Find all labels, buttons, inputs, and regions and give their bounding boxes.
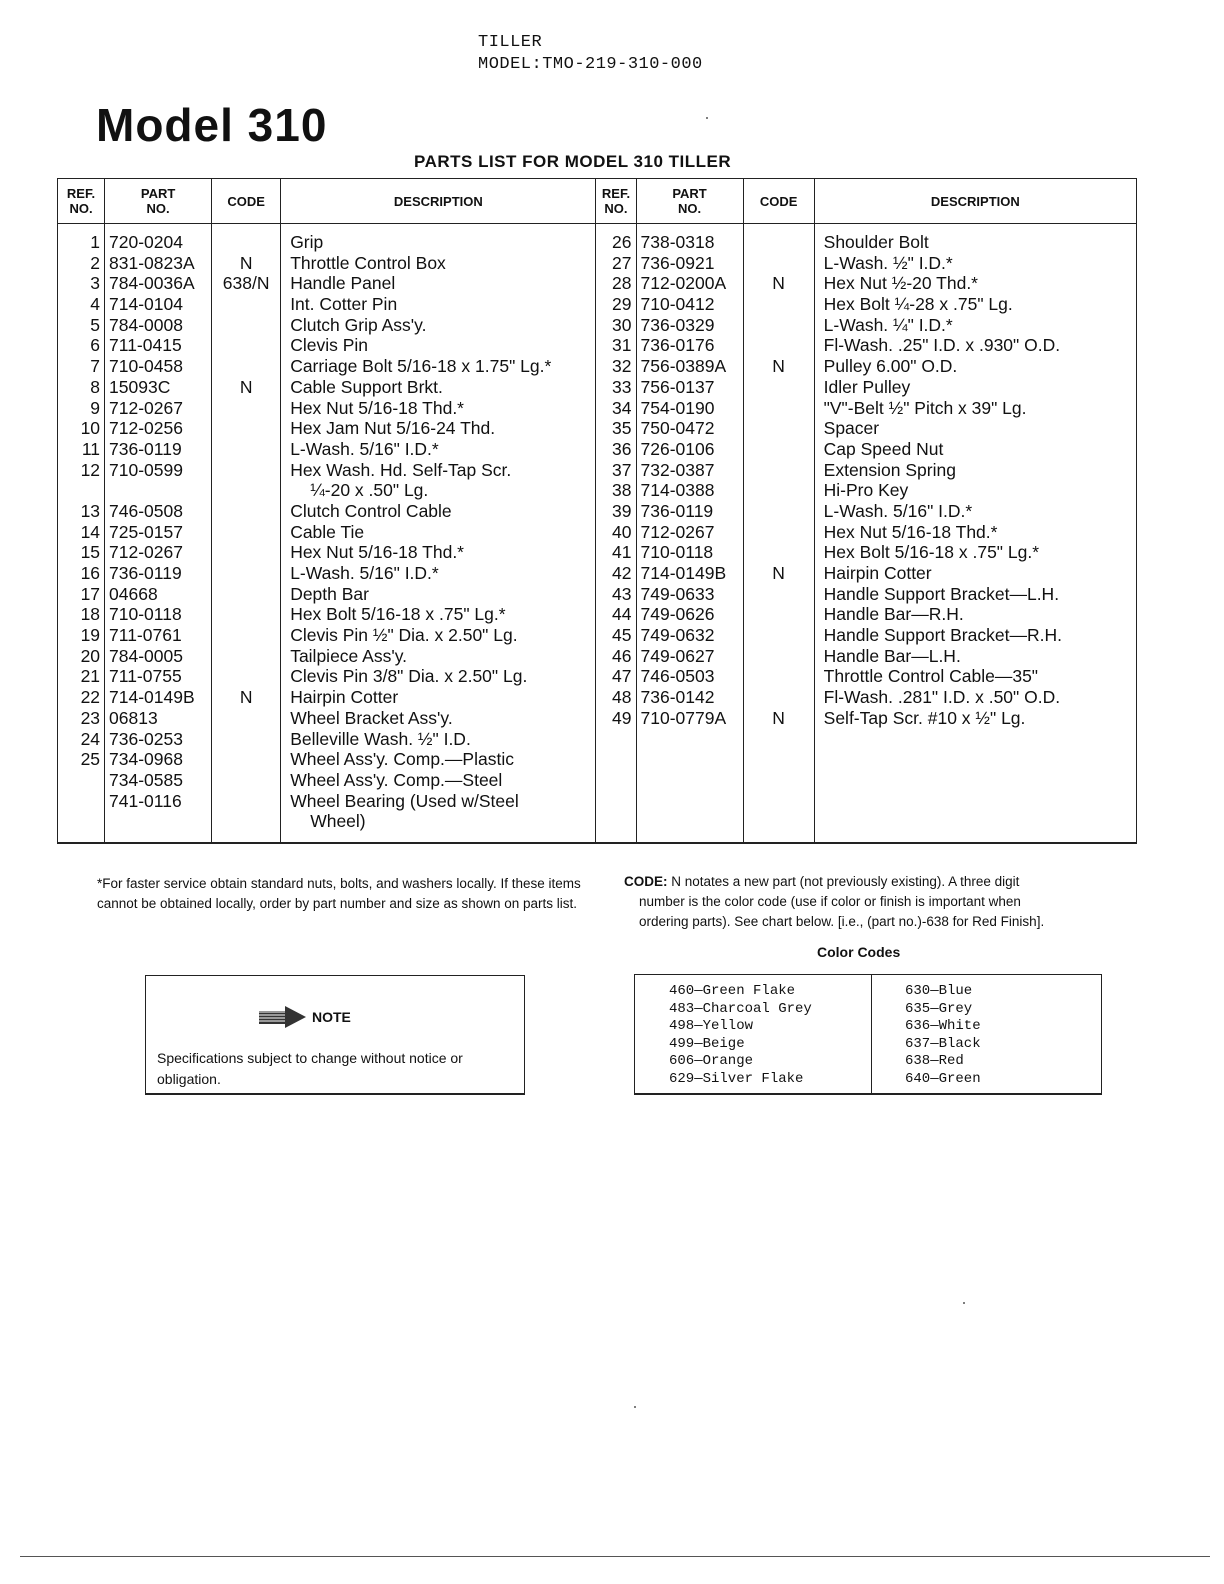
page-title: Model 310	[96, 99, 328, 151]
right-code	[748, 377, 810, 398]
right-code	[748, 501, 810, 522]
color-code-item: 629—Silver Flake	[669, 1070, 804, 1087]
left-ref	[62, 770, 100, 791]
code-note-line2: number is the color code (use if color or finish is important when	[639, 894, 1021, 909]
pointing-hand-icon	[258, 1003, 308, 1031]
right-desc: Hex Bolt ¼-28 x .75" Lg.	[823, 294, 1013, 315]
right-desc: Cap Speed Nut	[823, 438, 944, 459]
parts-list-title: PARTS LIST FOR MODEL 310 TILLER	[414, 152, 732, 171]
right-ref: 41	[612, 542, 632, 563]
right-ref: 26	[612, 232, 632, 252]
left-desc: Throttle Control Box	[290, 252, 446, 273]
left-code	[216, 356, 276, 377]
left-part: 831-0823A	[109, 252, 195, 273]
left-code	[216, 501, 276, 522]
right-part: 714-0388	[640, 480, 715, 501]
right-ref: 49	[612, 707, 632, 728]
left-ref: 6	[90, 335, 101, 356]
right-part: 714-0149B	[640, 563, 727, 583]
left-part: 710-0118	[109, 604, 182, 625]
left-ref: 14	[80, 521, 101, 542]
col-header-part: PART NO.	[105, 179, 212, 224]
left-desc: Handle Panel	[290, 273, 396, 294]
left-ref: 18	[80, 604, 101, 625]
left-desc: Depth Bar	[290, 583, 369, 604]
left-part	[109, 811, 207, 832]
right-part: 736-0921	[640, 252, 715, 273]
right-code: N	[772, 563, 785, 583]
right-part: 738-0318	[640, 232, 715, 252]
right-part: 736-0142	[640, 687, 715, 708]
right-code	[748, 294, 810, 315]
right-part: 749-0632	[640, 625, 715, 646]
right-code: N	[772, 707, 785, 728]
left-part: 710-0599	[109, 459, 183, 480]
left-desc: Tailpiece Ass'y.	[290, 645, 408, 666]
right-ref: 34	[612, 397, 632, 418]
right-code	[748, 335, 810, 356]
right-code	[748, 584, 810, 605]
color-code-item: 638—Red	[905, 1053, 964, 1070]
right-ref: 29	[612, 294, 632, 315]
left-ref: 16	[80, 563, 101, 583]
right-code	[748, 646, 810, 667]
right-ref: 48	[612, 687, 632, 708]
left-desc: Hex Nut 5/16-18 Thd.*	[290, 542, 464, 563]
right-code	[748, 315, 810, 336]
left-code: N	[239, 687, 253, 708]
right-code	[748, 439, 810, 460]
left-desc: Int. Cotter Pin	[290, 294, 398, 315]
left-part: 736-0119	[109, 563, 182, 583]
right-part: 712-0267	[640, 521, 715, 542]
right-code	[748, 460, 810, 481]
document-header	[478, 32, 703, 76]
left-part: 784-0036A	[109, 273, 195, 294]
left-desc: Hex Nut 5/16-18 Thd.*	[290, 397, 464, 418]
footnote: *For faster service obtain standard nuts, bolts, and washers locally. If these items cannot be obtained locally, order by part number and size as shown on parts list.	[97, 876, 581, 911]
left-ref: 22	[80, 687, 101, 708]
right-part: 712-0200A	[640, 273, 727, 294]
color-code-item: 606—Orange	[669, 1053, 754, 1070]
color-code-item: 630—Blue	[905, 983, 973, 999]
color-codes-divider	[871, 975, 872, 1093]
left-code	[216, 770, 276, 791]
left-ref: 21	[80, 666, 101, 687]
right-ref: 31	[612, 335, 632, 356]
code-note-label: CODE:	[624, 874, 668, 889]
left-code	[216, 604, 276, 625]
left-part-column	[105, 224, 212, 844]
header-product: TILLER	[478, 33, 543, 52]
color-code-item: 636—White	[905, 1018, 981, 1035]
code-note-line3: ordering parts). See chart below. [i.e., (part no.)-638 for Red Finish].	[639, 914, 1045, 929]
left-part: 712-0256	[109, 418, 183, 439]
left-ref: 1	[90, 232, 101, 252]
left-part: 06813	[109, 707, 158, 728]
right-ref: 30	[612, 314, 632, 335]
color-code-item: 498—Yellow	[669, 1018, 754, 1035]
left-ref-column	[58, 224, 105, 844]
right-code: N	[772, 356, 785, 377]
left-ref	[62, 811, 100, 832]
right-desc: Hairpin Cotter	[823, 563, 932, 583]
left-ref: 10	[80, 418, 101, 439]
left-part: 712-0267	[109, 542, 183, 563]
left-code	[216, 708, 276, 729]
left-desc: Clutch Control Cable	[290, 500, 452, 521]
right-code	[748, 232, 810, 253]
code-note	[624, 872, 1108, 932]
left-code	[216, 294, 276, 315]
left-desc: Clevis Pin 3/8" Dia. x 2.50" Lg.	[290, 666, 528, 687]
right-desc: Hex Bolt 5/16-18 x .75" Lg.*	[823, 542, 1040, 563]
left-code	[216, 625, 276, 646]
right-desc: Handle Bar—L.H.	[823, 645, 961, 666]
left-ref	[62, 791, 100, 812]
right-part: 749-0633	[640, 583, 715, 604]
left-code	[216, 335, 276, 356]
left-ref: 24	[80, 728, 101, 749]
table-body-row	[58, 224, 1137, 844]
right-ref: 46	[612, 645, 632, 666]
color-code-item: 499—Beige	[669, 1035, 745, 1052]
note-text: Specifications subject to change without notice or obligation.	[157, 1050, 463, 1087]
left-desc: L-Wash. 5/16" I.D.*	[290, 438, 439, 459]
left-code-column	[212, 224, 281, 844]
col-header-ref: REF. NO.	[58, 179, 105, 224]
col-header-ref: REF. NO.	[596, 179, 636, 224]
left-part: 725-0157	[109, 521, 183, 542]
right-code	[748, 542, 810, 563]
left-ref: 20	[80, 645, 101, 666]
left-code: 638/N	[222, 273, 270, 294]
scan-speck	[706, 117, 708, 119]
left-ref: 23	[80, 707, 101, 728]
left-desc: Hex Bolt 5/16-18 x .75" Lg.*	[290, 604, 506, 625]
right-part: 749-0627	[640, 645, 715, 666]
right-desc: Idler Pulley	[823, 376, 911, 397]
right-description-column	[814, 224, 1136, 844]
left-ref: 19	[80, 625, 101, 646]
left-desc: Hex Wash. Hd. Self-Tap Scr.	[290, 459, 512, 480]
left-desc: Wheel)	[310, 811, 366, 832]
left-ref: 4	[90, 294, 101, 315]
left-code	[216, 398, 276, 419]
color-codes-table	[634, 974, 1102, 1095]
left-ref: 25	[80, 749, 101, 770]
color-code-item: 635—Grey	[905, 1000, 973, 1017]
left-code	[216, 232, 276, 253]
right-ref: 44	[612, 604, 632, 625]
scan-speck	[634, 1406, 636, 1408]
right-ref: 33	[612, 376, 632, 397]
col-header-part: PART NO.	[636, 179, 743, 224]
color-code-item: 640—Green	[905, 1070, 981, 1087]
right-code	[748, 398, 810, 419]
right-ref: 39	[612, 500, 632, 521]
left-code	[216, 315, 276, 336]
right-desc: Handle Support Bracket—L.H.	[823, 583, 1060, 604]
left-code	[216, 811, 276, 832]
left-desc: Wheel Bracket Ass'y.	[290, 707, 453, 728]
right-part: 749-0626	[640, 604, 715, 625]
left-desc: ¼-20 x .50" Lg.	[310, 480, 429, 501]
col-header-description: DESCRIPTION	[814, 179, 1136, 224]
right-ref: 38	[612, 480, 632, 501]
color-code-item: 460—Green Flake	[669, 983, 796, 999]
right-desc: Extension Spring	[823, 459, 956, 480]
left-part: 712-0267	[109, 397, 183, 418]
right-code	[748, 418, 810, 439]
right-part: 756-0389A	[640, 356, 727, 377]
code-note-line1: N notates a new part (not previously existing). A three digit	[667, 874, 1020, 889]
left-code	[216, 480, 276, 501]
right-desc: Fl-Wash. .281" I.D. x .50" O.D.	[823, 687, 1061, 708]
right-desc: Shoulder Bolt	[823, 232, 929, 252]
right-part: 736-0176	[640, 335, 715, 356]
left-desc: Belleville Wash. ½" I.D.	[290, 728, 471, 749]
left-code	[216, 584, 276, 605]
left-part: 784-0008	[109, 314, 183, 335]
right-ref: 35	[612, 418, 632, 439]
left-part: 04668	[109, 583, 158, 604]
header-model: MODEL:TMO-219-310-000	[478, 55, 703, 74]
right-ref-column	[596, 224, 636, 844]
left-part: 710-0458	[109, 356, 183, 377]
left-ref: 2	[90, 252, 101, 273]
right-ref: 42	[612, 563, 632, 583]
left-desc: Hairpin Cotter	[290, 687, 399, 708]
note-label: NOTE	[312, 1009, 351, 1025]
left-desc: Cable Support Brkt.	[290, 376, 443, 397]
left-ref: 7	[90, 356, 101, 377]
right-part: 710-0412	[640, 294, 715, 315]
right-part: 746-0503	[640, 666, 715, 687]
right-desc: "V"-Belt ½" Pitch x 39" Lg.	[823, 397, 1027, 418]
right-ref: 40	[612, 521, 632, 542]
right-desc: Handle Bar—R.H.	[823, 604, 964, 625]
left-desc: Hex Jam Nut 5/16-24 Thd.	[290, 418, 496, 439]
left-ref: 9	[90, 397, 101, 418]
right-code: N	[772, 273, 785, 294]
right-desc: Fl-Wash. .25" I.D. x .930" O.D.	[823, 335, 1061, 356]
left-part: 734-0968	[109, 749, 183, 770]
right-ref: 36	[612, 438, 632, 459]
left-part: 736-0119	[109, 438, 182, 459]
color-codes-left-column	[669, 983, 812, 1089]
left-part: 736-0253	[109, 728, 183, 749]
right-part: 754-0190	[640, 397, 715, 418]
right-code-column	[743, 224, 814, 844]
left-desc: Clevis Pin ½" Dia. x 2.50" Lg.	[290, 625, 518, 646]
left-code	[216, 666, 276, 687]
left-code	[216, 563, 276, 584]
left-code: N	[239, 252, 253, 273]
right-desc: L-Wash. ¼" I.D.*	[823, 314, 953, 335]
left-part: 720-0204	[109, 232, 183, 252]
left-code	[216, 460, 276, 481]
left-part: 746-0508	[109, 500, 183, 521]
right-code	[748, 604, 810, 625]
left-ref: 11	[81, 438, 101, 459]
left-ref: 13	[80, 500, 101, 521]
right-part: 726-0106	[640, 438, 715, 459]
right-desc: L-Wash. ½" I.D.*	[823, 252, 953, 273]
right-desc: Hex Nut ½-20 Thd.*	[823, 273, 978, 294]
right-desc: Pulley 6.00" O.D.	[823, 356, 958, 377]
left-desc: Grip	[290, 232, 324, 252]
left-part: 15093C	[109, 376, 171, 397]
right-ref: 32	[612, 356, 632, 377]
right-part: 750-0472	[640, 418, 715, 439]
left-part: 711-0755	[109, 666, 182, 687]
col-header-code: CODE	[743, 179, 814, 224]
right-desc: L-Wash. 5/16" I.D.*	[823, 500, 973, 521]
parts-table	[57, 178, 1137, 844]
left-part: 741-0116	[109, 790, 182, 811]
left-code: N	[239, 376, 253, 397]
left-ref: 17	[80, 583, 101, 604]
left-ref: 5	[90, 314, 101, 335]
left-code	[216, 542, 276, 563]
right-code	[748, 522, 810, 543]
left-ref: 8	[90, 376, 101, 397]
right-part: 732-0387	[640, 459, 715, 480]
left-description-column	[281, 224, 596, 844]
left-desc: Wheel Ass'y. Comp.—Plastic	[290, 749, 514, 770]
right-part: 736-0329	[640, 314, 715, 335]
left-ref: 15	[80, 542, 101, 563]
right-part: 736-0119	[640, 500, 714, 521]
left-desc: Wheel Ass'y. Comp.—Steel	[290, 769, 503, 790]
page-bottom-rule	[20, 1556, 1210, 1557]
left-desc: Clutch Grip Ass'y.	[290, 314, 427, 335]
left-code	[216, 646, 276, 667]
left-desc: L-Wash. 5/16" I.D.*	[290, 563, 439, 583]
right-code	[748, 687, 810, 708]
right-ref: 28	[612, 273, 632, 294]
note-box	[145, 975, 525, 1095]
right-code	[748, 625, 810, 646]
right-desc: Spacer	[823, 418, 880, 439]
left-code	[216, 749, 276, 770]
color-code-item: 637—Black	[905, 1035, 981, 1052]
left-desc: Cable Tie	[290, 521, 365, 542]
right-ref: 47	[612, 666, 632, 687]
col-header-code: CODE	[212, 179, 281, 224]
left-ref: 3	[90, 273, 101, 294]
right-ref: 27	[612, 252, 632, 273]
left-code	[216, 418, 276, 439]
right-desc: Self-Tap Scr. #10 x ½" Lg.	[823, 707, 1026, 728]
color-code-item: 483—Charcoal Grey	[669, 1000, 812, 1017]
right-ref: 43	[612, 583, 632, 604]
right-desc: Throttle Control Cable—35"	[823, 666, 1039, 687]
left-code	[216, 791, 276, 812]
left-part: 784-0005	[109, 645, 183, 666]
right-part-column	[636, 224, 743, 844]
left-part: 711-0761	[109, 625, 182, 646]
right-code	[748, 480, 810, 501]
right-desc: Hi-Pro Key	[823, 480, 909, 501]
left-part: 734-0585	[109, 769, 183, 790]
left-code	[216, 729, 276, 750]
left-code	[216, 522, 276, 543]
left-part: 714-0104	[109, 294, 183, 315]
table-header-row	[58, 179, 1137, 224]
color-codes-title: Color Codes	[817, 944, 901, 960]
right-part: 710-0779A	[640, 707, 727, 728]
left-desc: Clevis Pin	[290, 335, 368, 356]
right-desc: Handle Support Bracket—R.H.	[823, 625, 1062, 646]
right-ref: 45	[612, 625, 632, 646]
left-ref: 12	[80, 459, 101, 480]
right-ref: 37	[612, 459, 632, 480]
right-code	[748, 253, 810, 274]
left-code	[216, 439, 276, 460]
left-desc: Carriage Bolt 5/16-18 x 1.75" Lg.*	[290, 356, 552, 377]
left-part	[109, 480, 207, 501]
color-codes-right-column	[905, 983, 981, 1089]
right-desc: Hex Nut 5/16-18 Thd.*	[823, 521, 998, 542]
right-code	[748, 666, 810, 687]
right-part: 710-0118	[640, 542, 714, 563]
left-desc: Wheel Bearing (Used w/Steel	[290, 790, 519, 811]
right-part: 756-0137	[640, 376, 715, 397]
left-ref	[62, 480, 100, 501]
col-header-description: DESCRIPTION	[281, 179, 596, 224]
scan-speck	[963, 1302, 965, 1304]
left-part: 711-0415	[109, 335, 182, 356]
left-part: 714-0149B	[109, 687, 195, 708]
